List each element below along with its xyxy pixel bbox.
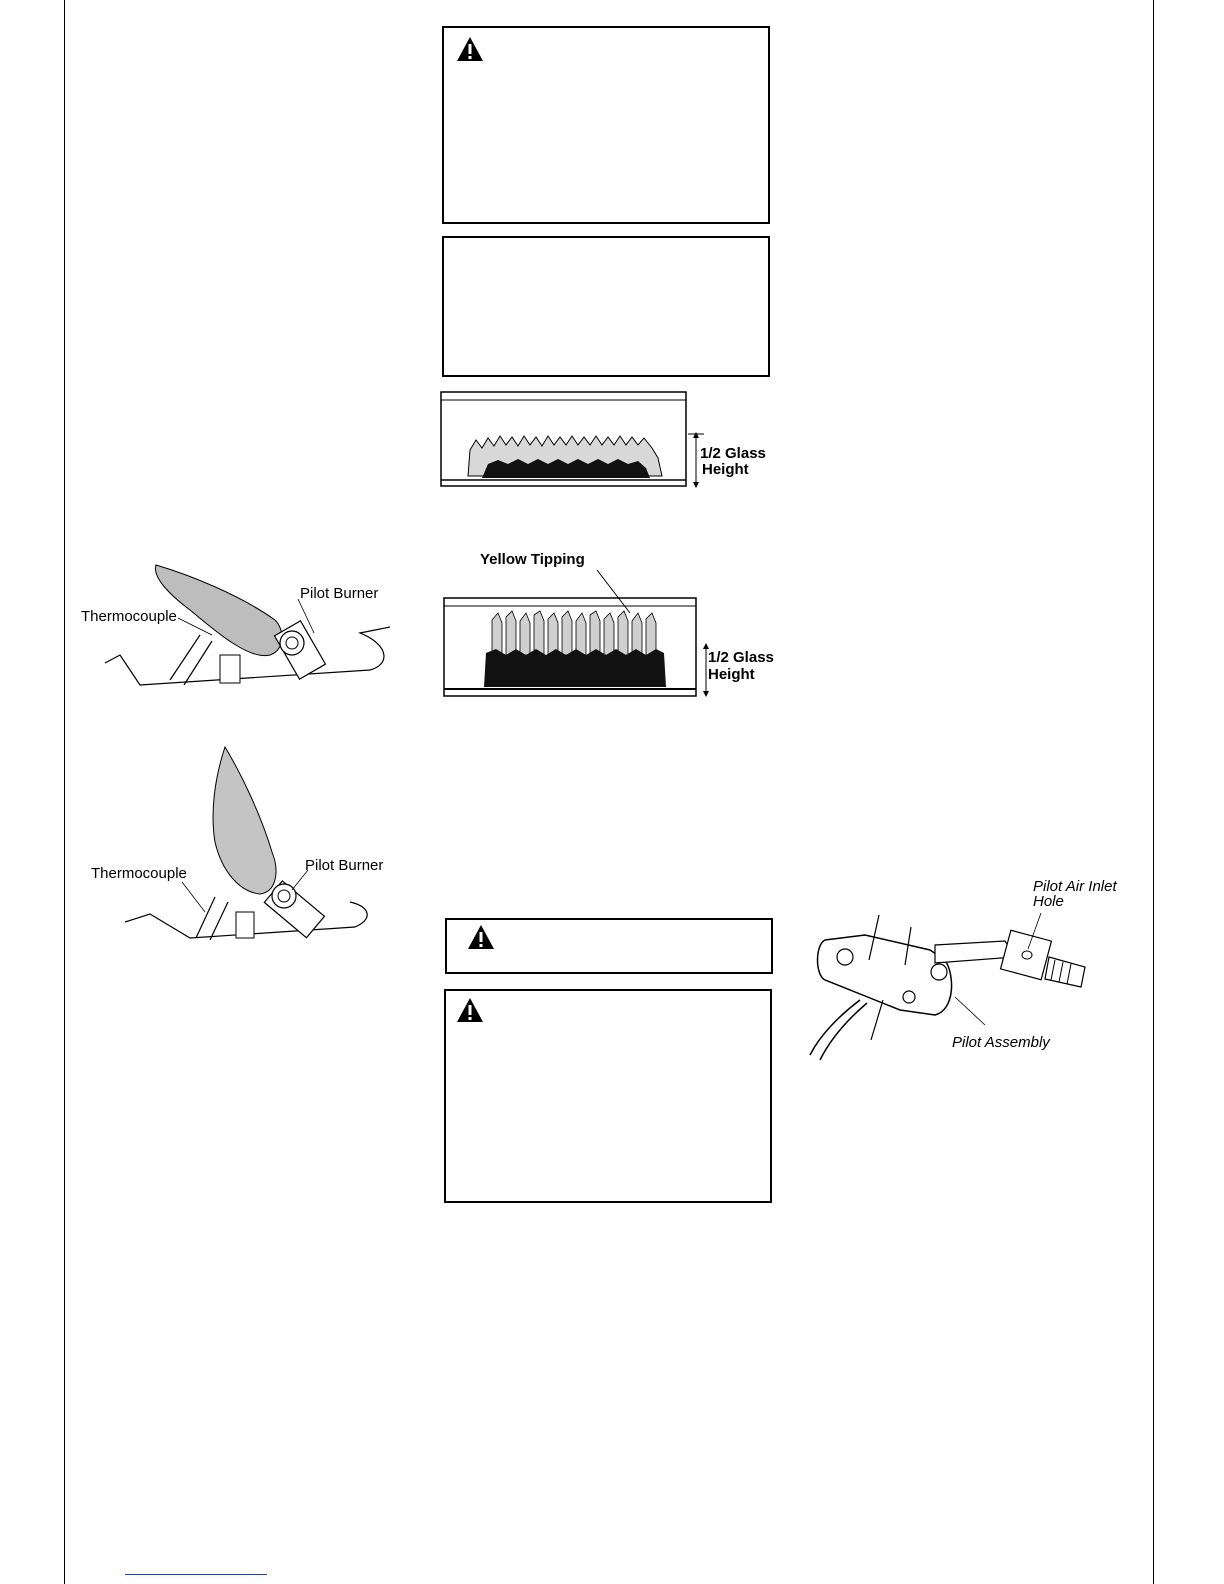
pilot-air-inlet-label-1: Pilot Air Inlet [1033, 878, 1117, 895]
footer-link-underline [125, 1574, 267, 1575]
pilot-flame-incorrect-figure [110, 742, 400, 942]
page-border-right [1153, 0, 1154, 1584]
thermocouple-label-2: Thermocouple [91, 865, 187, 882]
thermocouple-label-1: Thermocouple [81, 608, 177, 625]
pilot-burner-label-2: Pilot Burner [305, 857, 384, 874]
notice-box [442, 236, 770, 377]
warning-box-3 [444, 989, 772, 1203]
pilot-flame-correct-figure [100, 555, 400, 695]
warning-triangle-icon [456, 36, 484, 62]
pilot-assembly-label: Pilot Assembly [952, 1034, 1050, 1051]
warning-triangle-icon [456, 997, 484, 1023]
pilot-air-inlet-label-2: Hole [1033, 893, 1064, 910]
warning-box-2 [445, 918, 773, 974]
glass-height-label-2: Height [702, 461, 749, 478]
pilot-burner-label-1: Pilot Burner [300, 585, 379, 602]
glass-height-label-4: Height [708, 666, 755, 683]
warning-box-1 [442, 26, 770, 224]
glass-height-label-1: 1/2 Glass [700, 445, 766, 462]
yellow-tipping-label: Yellow Tipping [480, 551, 585, 568]
page-border-left [64, 0, 65, 1584]
warning-triangle-icon [467, 924, 495, 950]
glass-height-label-3: 1/2 Glass [708, 649, 774, 666]
